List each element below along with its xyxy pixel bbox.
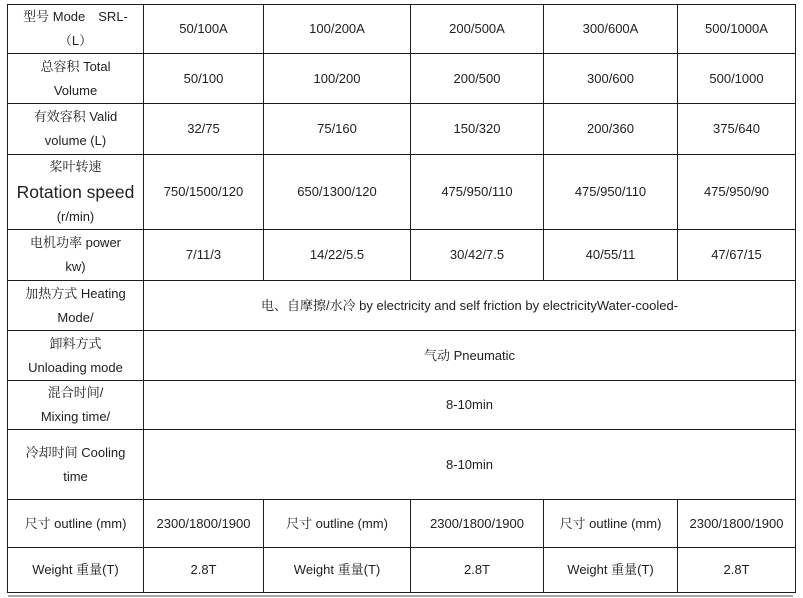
page-bottom-edge-line xyxy=(8,595,793,597)
rotation-speed-label-cell xyxy=(8,155,144,230)
spec-row-mixing-time xyxy=(8,381,796,430)
outline-size-value-cell-2: 2300/1800/1900 xyxy=(411,500,544,548)
total-volume-value-cell-4: 300/600 xyxy=(544,54,678,104)
rotation-speed-value-cell-5: 475/950/90 xyxy=(678,155,796,230)
unloading-mode-label-line2: Unloading mode xyxy=(28,359,123,375)
cooling-time-value-cell: 8-10min xyxy=(144,430,796,500)
total-volume-label-line1: 总容积 Total xyxy=(40,58,111,74)
outline-size-label-cell-3: 尺寸 outline (mm) xyxy=(544,500,678,548)
model-label-line2: （L） xyxy=(58,33,93,48)
spec-row-model xyxy=(8,5,796,54)
spec-row-unloading-mode xyxy=(8,331,796,381)
rotation-speed-value-cell-1: 750/1500/120 xyxy=(144,155,264,230)
weight-value-cell-1: 2.8T xyxy=(144,548,264,593)
model-value-cell-1: 50/100A xyxy=(144,5,264,54)
valid-volume-value-cell-3: 150/320 xyxy=(411,104,544,155)
spec-row-total-volume xyxy=(8,54,796,104)
unloading-mode-value-cell: 气动 Pneumatic xyxy=(144,331,796,381)
cooling-time-label-cell xyxy=(8,430,144,500)
spec-row-outline-size xyxy=(8,500,796,548)
heating-mode-label-line2: Mode/ xyxy=(57,309,94,325)
total-volume-value-cell-3: 200/500 xyxy=(411,54,544,104)
rotation-speed-label-line1: 桨叶转速 xyxy=(49,159,102,174)
weight-value-cell-3: 2.8T xyxy=(678,548,796,593)
mixing-time-label-line2: Mixing time/ xyxy=(40,409,111,424)
model-label-line1: 型号 Mode SRL- xyxy=(23,9,128,24)
heating-mode-label-cell xyxy=(8,281,144,331)
motor-power-label-line2: kw) xyxy=(65,259,86,274)
motor-power-label-line1: 电机功率 power xyxy=(29,235,122,250)
unloading-mode-label-line1: 卸料方式 xyxy=(49,335,102,351)
total-volume-value-cell-5: 500/1000 xyxy=(678,54,796,104)
outline-size-label-cell-1: 尺寸 outline (mm) xyxy=(8,500,144,548)
total-volume-label-cell xyxy=(8,54,144,104)
model-value-cell-3: 200/500A xyxy=(411,5,544,54)
valid-volume-label-line2: volume (L) xyxy=(44,133,107,148)
model-value-cell-5: 500/1000A xyxy=(678,5,796,54)
total-volume-value-cell-1: 50/100 xyxy=(144,54,264,104)
spec-row-rotation-speed xyxy=(8,155,796,230)
mixing-time-label-cell xyxy=(8,381,144,430)
motor-power-value-cell-4: 40/55/11 xyxy=(544,230,678,281)
motor-power-value-cell-2: 14/22/5.5 xyxy=(264,230,411,281)
motor-power-value-cell-5: 47/67/15 xyxy=(678,230,796,281)
cooling-time-label-line1: 冷却时间 Cooling xyxy=(25,444,126,460)
rotation-speed-value-cell-4: 475/950/110 xyxy=(544,155,678,230)
total-volume-value-cell-2: 100/200 xyxy=(264,54,411,104)
product-spec-table xyxy=(7,4,796,593)
outline-size-value-cell-3: 2300/1800/1900 xyxy=(678,500,796,548)
heating-mode-value-cell: 电、自摩擦/水冷 by electricity and self friction by electricityWater-cooled- xyxy=(144,281,796,331)
rotation-speed-value-cell-3: 475/950/110 xyxy=(411,155,544,230)
model-value-cell-2: 100/200A xyxy=(264,5,411,54)
weight-label-cell-2: Weight 重量(T) xyxy=(264,548,411,593)
outline-size-label-cell-2: 尺寸 outline (mm) xyxy=(264,500,411,548)
motor-power-label-cell xyxy=(8,230,144,281)
weight-value-cell-2: 2.8T xyxy=(411,548,544,593)
spec-row-heating-mode xyxy=(8,281,796,331)
spec-row-valid-volume xyxy=(8,104,796,155)
weight-label-cell-3: Weight 重量(T) xyxy=(544,548,678,593)
valid-volume-value-cell-5: 375/640 xyxy=(678,104,796,155)
spec-row-weight xyxy=(8,548,796,593)
outline-size-value-cell-1: 2300/1800/1900 xyxy=(144,500,264,548)
heating-mode-label-line1: 加热方式 Heating xyxy=(25,285,126,301)
mixing-time-value-cell: 8-10min xyxy=(144,381,796,430)
valid-volume-value-cell-2: 75/160 xyxy=(264,104,411,155)
mixing-time-label-line1: 混合时间/ xyxy=(47,385,104,400)
rotation-speed-label-line3: (r/min) xyxy=(56,209,95,224)
model-label-cell xyxy=(8,5,144,54)
valid-volume-value-cell-4: 200/360 xyxy=(544,104,678,155)
motor-power-value-cell-3: 30/42/7.5 xyxy=(411,230,544,281)
valid-volume-value-cell-1: 32/75 xyxy=(144,104,264,155)
spec-row-motor-power xyxy=(8,230,796,281)
valid-volume-label-line1: 有效容积 Valid xyxy=(33,109,118,124)
motor-power-value-cell-1: 7/11/3 xyxy=(144,230,264,281)
total-volume-label-line2: Volume xyxy=(53,82,98,98)
unloading-mode-label-cell xyxy=(8,331,144,381)
model-value-cell-4: 300/600A xyxy=(544,5,678,54)
spec-row-cooling-time xyxy=(8,430,796,500)
rotation-speed-label-line2: Rotation speed xyxy=(16,182,135,202)
weight-label-cell-1: Weight 重量(T) xyxy=(8,548,144,593)
rotation-speed-value-cell-2: 650/1300/120 xyxy=(264,155,411,230)
cooling-time-label-line2: time xyxy=(63,468,88,484)
valid-volume-label-cell xyxy=(8,104,144,155)
